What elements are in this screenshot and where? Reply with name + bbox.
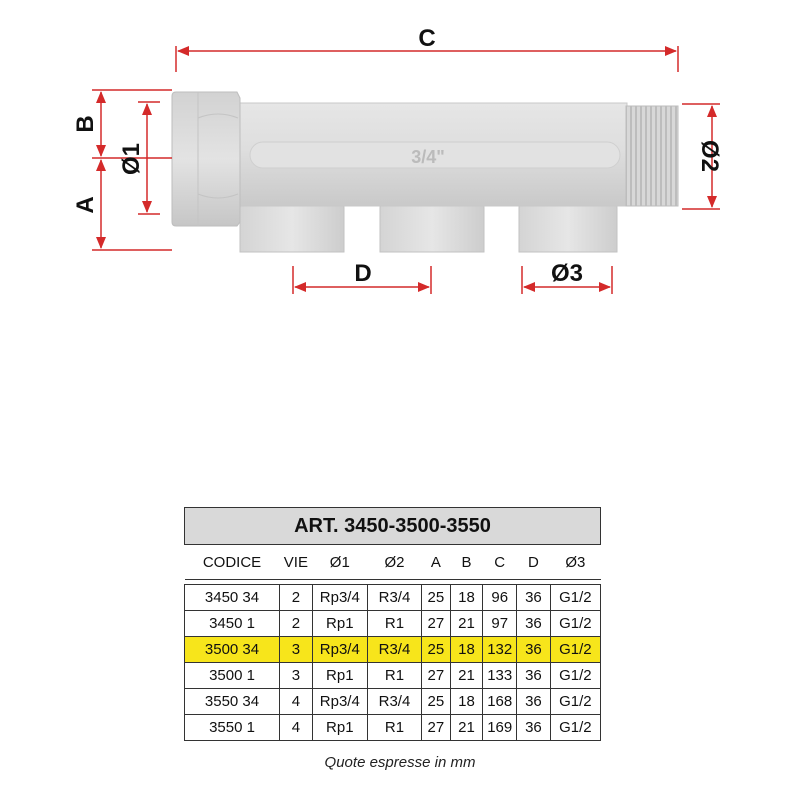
manifold-body xyxy=(172,92,678,252)
table-header-row xyxy=(185,545,601,580)
cell: Rp3/4 xyxy=(312,637,367,663)
col-header-c: C xyxy=(483,545,517,580)
cell: 18 xyxy=(450,585,483,611)
cell: 36 xyxy=(517,715,551,741)
col-header-d: D xyxy=(517,545,551,580)
cell: 27 xyxy=(422,663,451,689)
cell: 21 xyxy=(450,663,483,689)
cell: R3/4 xyxy=(367,637,421,663)
table-row xyxy=(185,715,601,741)
cell: G1/2 xyxy=(550,637,600,663)
table-row xyxy=(185,585,601,611)
cell: 36 xyxy=(517,663,551,689)
col-header-o3: Ø3 xyxy=(550,545,600,580)
cell: 3550 34 xyxy=(185,689,280,715)
cell: 25 xyxy=(422,585,451,611)
cell: 21 xyxy=(450,611,483,637)
cell: G1/2 xyxy=(550,585,600,611)
cell: 21 xyxy=(450,715,483,741)
col-header-codice: CODICE xyxy=(185,545,280,580)
cell: G1/2 xyxy=(550,663,600,689)
cell: 27 xyxy=(422,611,451,637)
cell: 4 xyxy=(280,715,313,741)
dim-label-o3: Ø3 xyxy=(550,260,584,287)
table-row-highlighted xyxy=(185,637,601,663)
cell: 36 xyxy=(517,637,551,663)
body-marking: 3/4" xyxy=(411,147,445,167)
col-header-a: A xyxy=(422,545,451,580)
cell: 27 xyxy=(422,715,451,741)
cell: 3450 1 xyxy=(185,611,280,637)
male-thread xyxy=(626,106,678,206)
cell: 132 xyxy=(483,637,517,663)
cell: 3450 34 xyxy=(185,585,280,611)
cell: 18 xyxy=(450,689,483,715)
cell: 96 xyxy=(483,585,517,611)
cell: 3 xyxy=(280,663,313,689)
cell: 3500 34 xyxy=(185,637,280,663)
cell: 3 xyxy=(280,637,313,663)
cell: Rp1 xyxy=(312,611,367,637)
col-header-b: B xyxy=(450,545,483,580)
cell: 25 xyxy=(422,637,451,663)
cell: 169 xyxy=(483,715,517,741)
cell: R1 xyxy=(367,611,421,637)
cell: G1/2 xyxy=(550,611,600,637)
cell: 2 xyxy=(280,611,313,637)
cell: G1/2 xyxy=(550,715,600,741)
table-row xyxy=(185,663,601,689)
dim-label-o2: Ø2 xyxy=(696,139,723,173)
cell: 133 xyxy=(483,663,517,689)
table-row xyxy=(185,611,601,637)
cell: G1/2 xyxy=(550,689,600,715)
dim-label-b: B xyxy=(72,115,99,133)
cell: R1 xyxy=(367,663,421,689)
cell: 3550 1 xyxy=(185,715,280,741)
spec-table xyxy=(184,507,601,741)
cell: Rp3/4 xyxy=(312,585,367,611)
cell: 36 xyxy=(517,585,551,611)
cell: 36 xyxy=(517,611,551,637)
col-header-o1: Ø1 xyxy=(312,545,367,580)
dim-label-a: A xyxy=(72,196,99,214)
col-header-o2: Ø2 xyxy=(367,545,421,580)
cell: 36 xyxy=(517,689,551,715)
cell: R3/4 xyxy=(367,585,421,611)
table-row xyxy=(185,689,601,715)
cell: R3/4 xyxy=(367,689,421,715)
dim-label-c: C xyxy=(418,25,436,52)
cell: 2 xyxy=(280,585,313,611)
dim-label-o1: Ø1 xyxy=(118,142,145,176)
cell: R1 xyxy=(367,715,421,741)
cell: Rp1 xyxy=(312,663,367,689)
table-title: ART. 3450-3500-3550 xyxy=(185,508,601,545)
cell: 4 xyxy=(280,689,313,715)
footnote: Quote espresse in mm xyxy=(324,754,476,771)
cell: 97 xyxy=(483,611,517,637)
cell: Rp1 xyxy=(312,715,367,741)
hex-end xyxy=(172,92,240,226)
cell: 3500 1 xyxy=(185,663,280,689)
cell: 168 xyxy=(483,689,517,715)
cell: 18 xyxy=(450,637,483,663)
cell: 25 xyxy=(422,689,451,715)
dim-label-d: D xyxy=(354,260,372,287)
cell: Rp3/4 xyxy=(312,689,367,715)
col-header-vie: VIE xyxy=(280,545,313,580)
